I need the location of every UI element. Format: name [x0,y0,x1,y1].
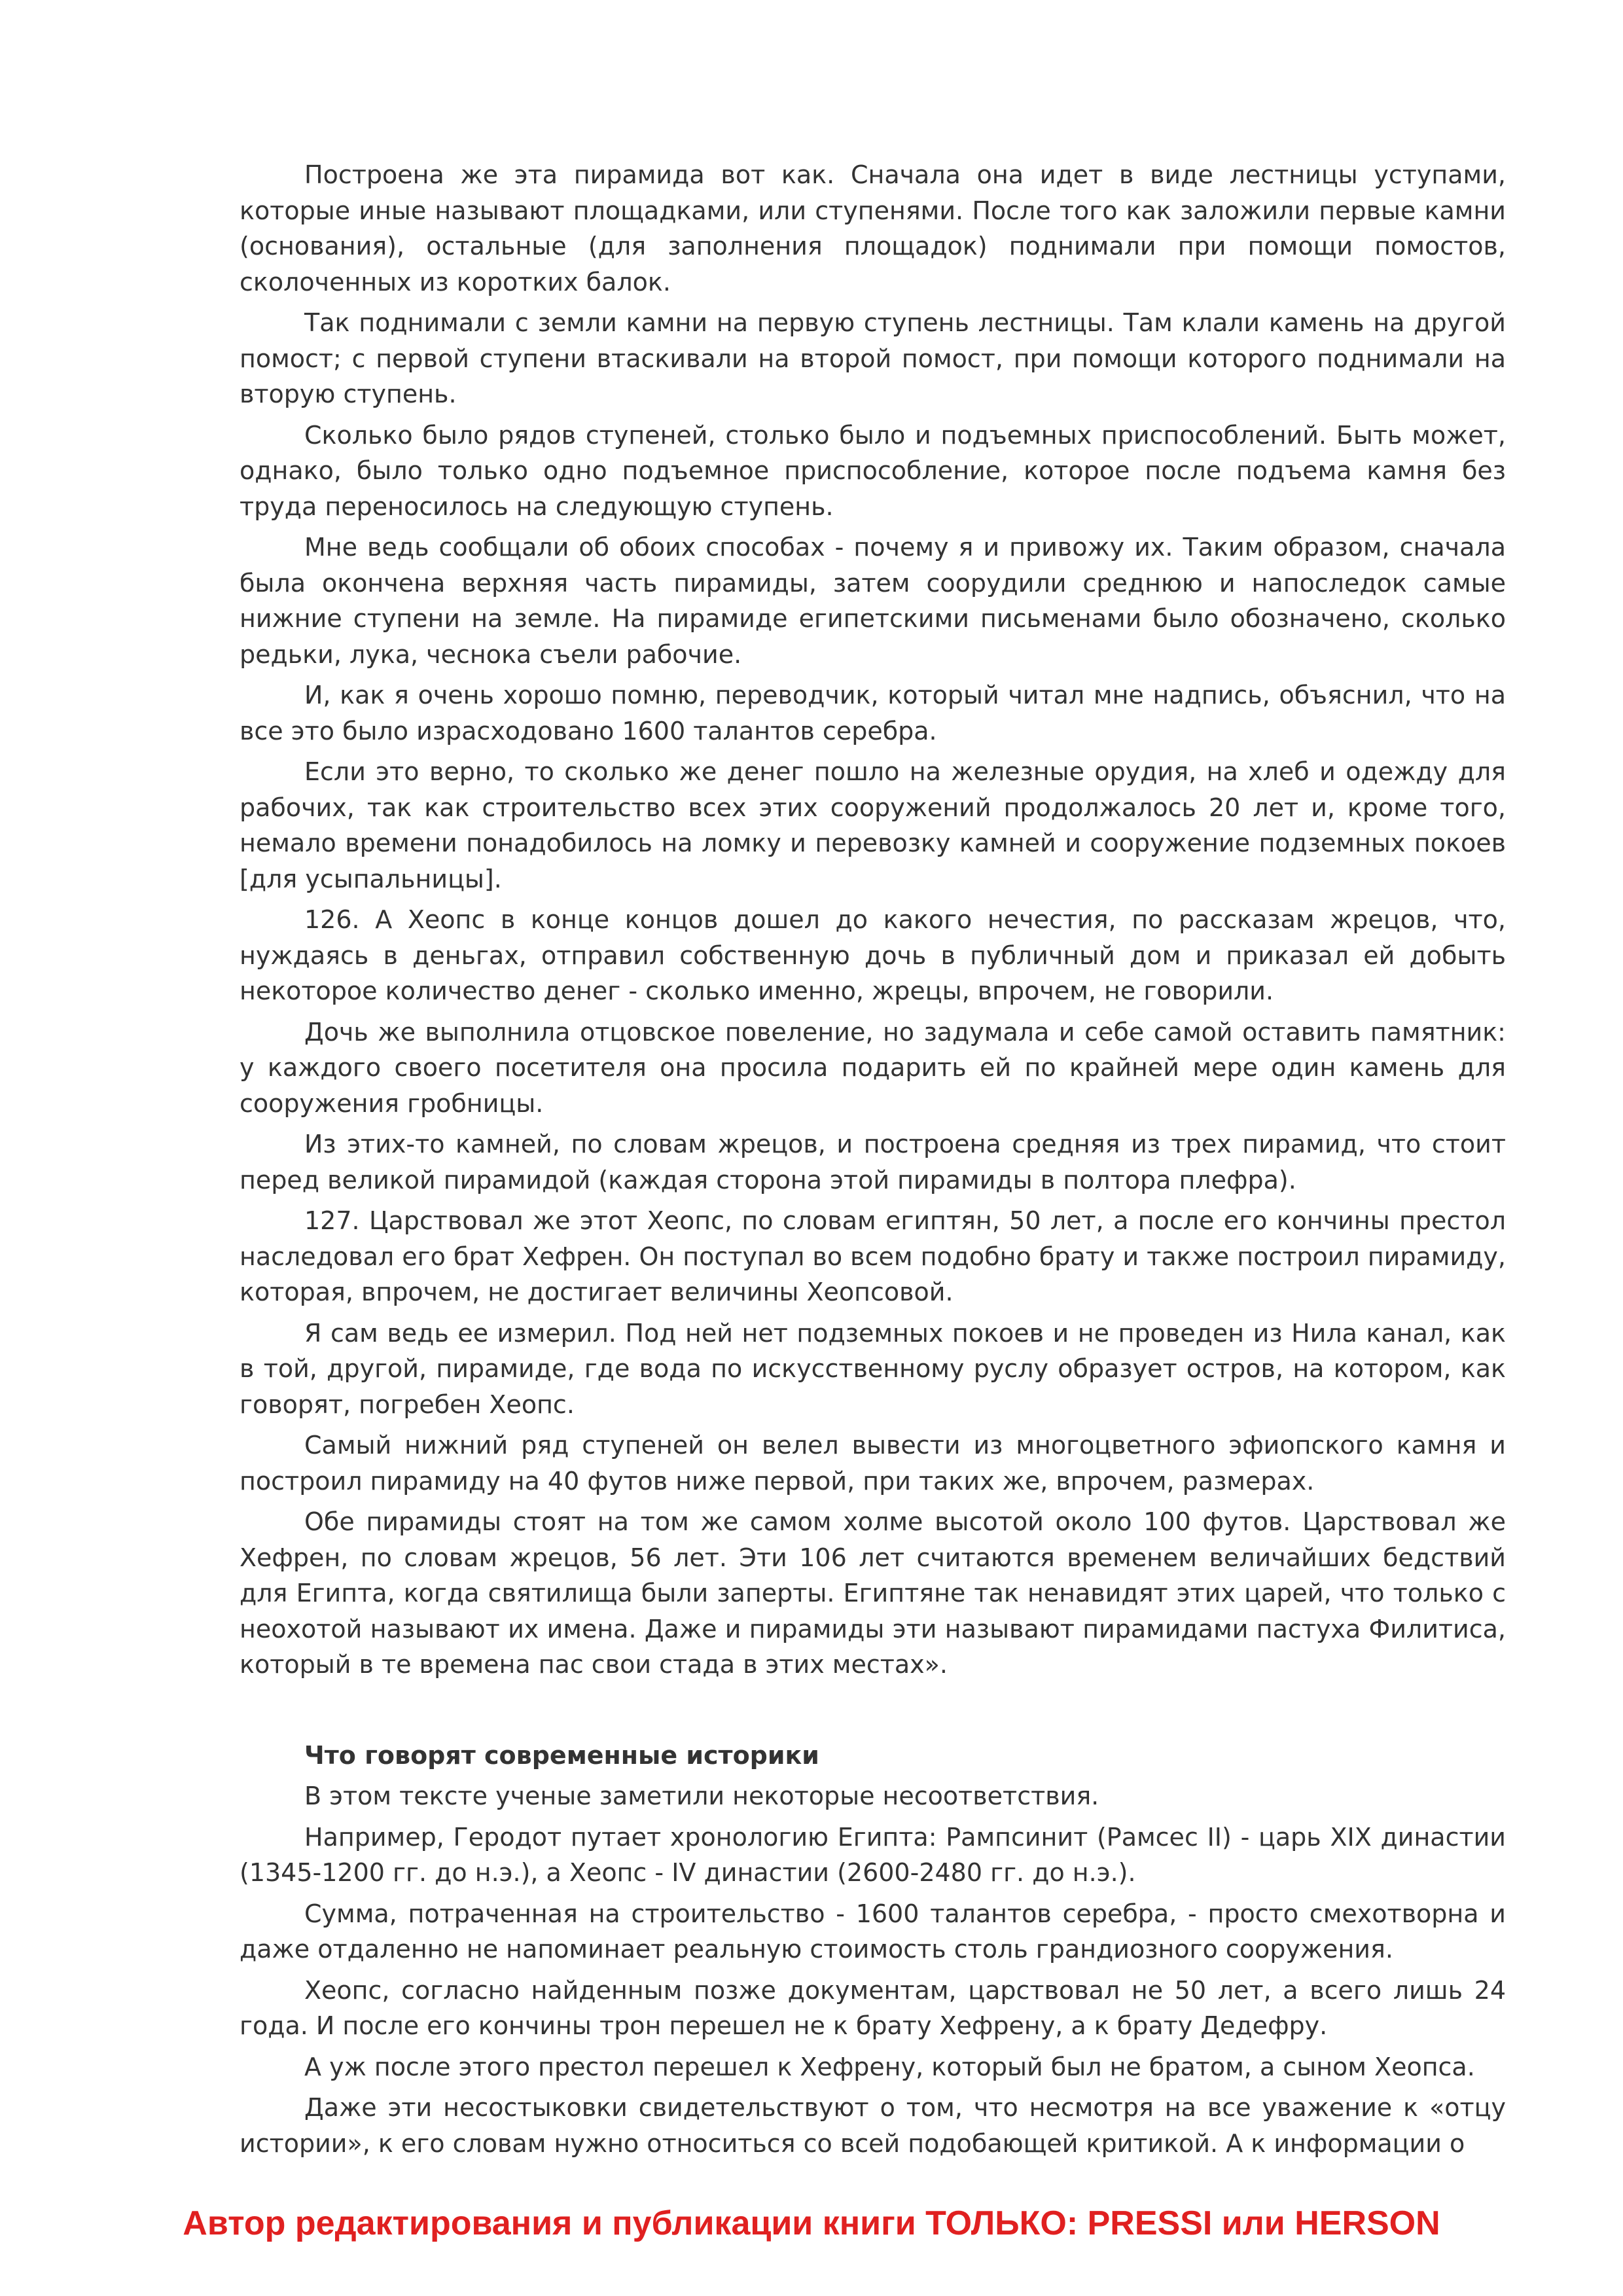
paragraph: Я сам ведь ее измерил. Под ней нет подземных покоев и не проведен из Нила канал, как в той, другой, пирамиде, где вода по искусственному руслу образует остров, на котором, как говорят, погребен Хеопс. [240,1318,1506,1419]
body-text [240,157,1506,2166]
paragraph: 127. Царствовал же этот Хеопс, по словам египтян, 50 лет, а после его кончины престол наследовал его брат Хефрен. Он поступал во всем подобно брату и также построил пирамиду, которая, впрочем, не достигает величины Хеопсовой. [240,1206,1506,1306]
section-heading: Что говорят современные историки [304,1740,819,1770]
paragraph: Из этих-то камней, по словам жрецов, и построена средняя из трех пирамид, что стоит перед великой пирамидой (каждая сторона этой пирамиды в полтора плефра). [240,1130,1506,1194]
paragraph: Хеопс, согласно найденным позже документам, царствовал не 50 лет, а всего лишь 24 года. И после его кончины трон перешел не к брату Хефрену, а к брату Дедефру. [240,1975,1506,2040]
paragraph: Мне ведь сообщали об обоих способах - почему я и привожу их. Таким образом, сначала была окончена верхняя часть пирамиды, затем соорудили среднюю и напоследок самые нижние ступени на земле. На пирамиде египетскими письменами было обозначено, сколько редьки, лука, чеснока съели рабочие. [240,533,1506,669]
paragraph: Самый нижний ряд ступеней он велел вывести из многоцветного эфиопского камня и построил пирамиду на 40 футов ниже первой, при таких же, впрочем, размерах. [240,1431,1506,1496]
paragraph: 126. А Хеопс в конце концов дошел до какого нечестия, по рассказам жрецов, что, нуждаясь в деньгах, отправил собственную дочь в публичный дом и приказал ей добыть некоторое количество денег - сколько именно, жрецы, впрочем, не говорили. [240,905,1506,1005]
footer-notice: Автор редактирования и публикации книги ТОЛЬКО: PRESSI или HERSON [183,2204,1440,2242]
paragraph: Построена же эта пирамида вот как. Сначала она идет в виде лестницы уступами, которые иные называют площадками, или ступенями. После того как заложили первые камни (основания), остальные (для заполнения площадок) поднимали при помощи помостов, сколоченных из коротких балок. [240,160,1506,296]
paragraph: Сумма, потраченная на строительство - 1600 талантов серебра, - просто смехотворна и даже отдаленно не напоминает реальную стоимость столь грандиозного сооружения. [240,1899,1506,1964]
paragraph: Обе пирамиды стоят на том же самом холме высотой около 100 футов. Царствовал же Хефрен, по словам жрецов, 56 лет. Эти 106 лет считаются временем величайших бедствий для Египта, когда святилища были заперты. Египтяне так ненавидят этих царей, что только с неохотой называют их имена. Даже и пирамиды эти называют пирамидами пастуха Филитиса, который в те времена пас свои стада в этих местах». [240,1507,1506,1679]
paragraph: Так поднимали с земли камни на первую ступень лестницы. Там клали камень на другой помост; с первой ступени втаскивали на второй помост, при помощи которого поднимали на вторую ступень. [240,308,1506,408]
paragraph: И, как я очень хорошо помню, переводчик, который читал мне надпись, объяснил, что на все это было израсходовано 1600 талантов серебра. [240,681,1506,745]
paragraph: А уж после этого престол перешел к Хефрену, который был не братом, а сыном Хеопса. [304,2052,1475,2081]
paragraph: Даже эти несостыковки свидетельствуют о том, что несмотря на все уважение к «отцу истории», к его словам нужно относиться со всей подобающей критикой. А к информации о [240,2093,1506,2158]
paragraph: Дочь же выполнила отцовское повеление, но задумала и себе самой оставить памятник: у каждого своего посетителя она просила подарить ей по крайней мере один камень для сооружения гробницы. [240,1017,1506,1118]
paragraph: В этом тексте ученые заметили некоторые несоответствия. [304,1782,1099,1810]
paragraph: Например, Геродот путает хронологию Египта: Рампсинит (Рамсес II) - царь XIX династии (1345-1200 гг. до н.э.), а Хеопс - IV династии (2600-2480 гг. до н.э.). [240,1822,1506,1887]
paragraph: Сколько было рядов ступеней, столько было и подъемных приспособлений. Быть может, однако, было только одно подъемное приспособление, которое после подъема камня без труда переносилось на следующую ступень. [240,420,1506,521]
paragraph: Если это верно, то сколько же денег пошло на железные орудия, на хлеб и одежду для рабочих, так как строительство всех этих сооружений продолжалось 20 лет и, кроме того, немало времени понадобилось на ломку и перевозку камней и сооружение подземных покоев [для усыпальницы]. [240,757,1506,893]
